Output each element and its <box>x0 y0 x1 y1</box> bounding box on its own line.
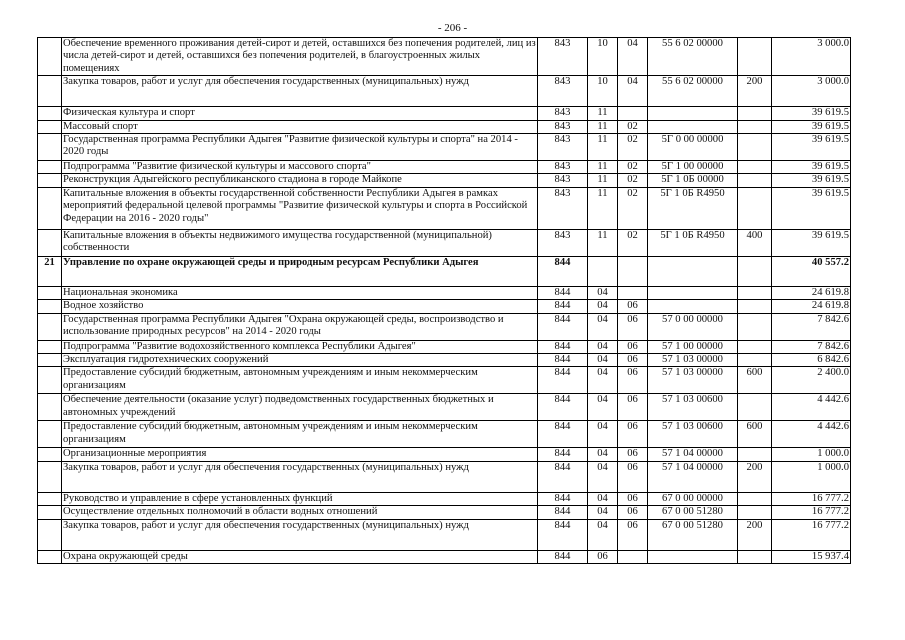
target-article-cell: 57 1 04 00000 <box>648 448 738 461</box>
target-article-cell: 67 0 00 51280 <box>648 519 738 550</box>
row-number-cell <box>38 286 62 299</box>
subsection-code-cell: 06 <box>618 506 648 519</box>
amount-cell: 4 442.6 <box>772 394 851 421</box>
target-article-cell <box>648 256 738 286</box>
table-row <box>38 506 851 519</box>
expense-type-cell <box>738 340 772 353</box>
row-number-cell <box>38 107 62 120</box>
amount-cell: 3 000.0 <box>772 38 851 76</box>
table-row <box>38 340 851 353</box>
section-code-cell: 04 <box>588 519 618 550</box>
ministry-code-cell: 844 <box>538 492 588 505</box>
section-code-cell: 04 <box>588 448 618 461</box>
item-name-cell: Государственная программа Республики Адыгея "Развитие физической культуры и спорта" на 2014 - 2020 годы <box>62 134 538 161</box>
section-code-cell: 04 <box>588 313 618 340</box>
ministry-code-cell: 844 <box>538 340 588 353</box>
table-row <box>38 76 851 107</box>
row-number-cell <box>38 448 62 461</box>
table-row <box>38 550 851 563</box>
ministry-code-cell: 844 <box>538 550 588 563</box>
amount-cell: 6 842.6 <box>772 354 851 367</box>
target-article-cell <box>648 120 738 133</box>
budget-table-body <box>38 38 851 564</box>
expense-type-cell <box>738 506 772 519</box>
item-name-cell: Капитальные вложения в объекты государственной собственности Республики Адыгея в рамках мероприятий федеральной целевой программы "Развитие физической культуры и спорта в Российской Федерации на 2016 - 2020 годы" <box>62 187 538 229</box>
expense-type-cell: 600 <box>738 367 772 394</box>
item-name-cell: Капитальные вложения в объекты недвижимого имущества государственной (муниципальной) собственности <box>62 229 538 256</box>
item-name-cell: Предоставление субсидий бюджетным, автономным учреждениям и иным некоммерческим организациям <box>62 421 538 448</box>
expense-type-cell <box>738 174 772 187</box>
row-number-cell <box>38 354 62 367</box>
item-name-cell: Закупка товаров, работ и услуг для обеспечения государственных (муниципальных) нужд <box>62 461 538 492</box>
row-number-cell <box>38 134 62 161</box>
ministry-code-cell: 843 <box>538 38 588 76</box>
amount-cell: 7 842.6 <box>772 340 851 353</box>
section-code-cell: 04 <box>588 354 618 367</box>
row-number-cell <box>38 76 62 107</box>
ministry-code-cell: 843 <box>538 134 588 161</box>
subsection-code-cell: 06 <box>618 354 648 367</box>
target-article-cell: 57 1 04 00000 <box>648 461 738 492</box>
section-code-cell <box>588 256 618 286</box>
row-number-cell <box>38 187 62 229</box>
target-article-cell: 5Г 1 0Б 00000 <box>648 174 738 187</box>
table-row <box>38 394 851 421</box>
section-code-cell: 11 <box>588 174 618 187</box>
ministry-code-cell: 843 <box>538 187 588 229</box>
amount-cell: 24 619.8 <box>772 300 851 313</box>
section-code-cell: 11 <box>588 134 618 161</box>
item-name-cell: Закупка товаров, работ и услуг для обеспечения государственных (муниципальных) нужд <box>62 519 538 550</box>
amount-cell: 16 777.2 <box>772 519 851 550</box>
table-row <box>38 174 851 187</box>
expense-type-cell: 200 <box>738 519 772 550</box>
item-name-cell: Государственная программа Республики Адыгея "Охрана окружающей среды, воспроизводство и использование природных ресурсов" на 2014 - 2020 годы <box>62 313 538 340</box>
amount-cell: 2 400.0 <box>772 367 851 394</box>
subsection-code-cell: 04 <box>618 38 648 76</box>
target-article-cell: 57 1 03 00600 <box>648 421 738 448</box>
amount-cell: 40 557.2 <box>772 256 851 286</box>
row-number-cell <box>38 519 62 550</box>
target-article-cell: 55 6 02 00000 <box>648 38 738 76</box>
item-name-cell: Управление по охране окружающей среды и природным ресурсам Республики Адыгея <box>62 256 538 286</box>
expense-type-cell <box>738 394 772 421</box>
target-article-cell: 5Г 1 0Б R4950 <box>648 187 738 229</box>
item-name-cell: Подпрограмма "Развитие водохозяйственного комплекса Республики Адыгея" <box>62 340 538 353</box>
item-name-cell: Массовый спорт <box>62 120 538 133</box>
amount-cell: 16 777.2 <box>772 506 851 519</box>
target-article-cell: 57 0 00 00000 <box>648 313 738 340</box>
section-code-cell: 11 <box>588 120 618 133</box>
target-article-cell: 57 1 03 00000 <box>648 367 738 394</box>
subsection-code-cell: 02 <box>618 134 648 161</box>
subsection-code-cell: 02 <box>618 120 648 133</box>
amount-cell: 15 937.4 <box>772 550 851 563</box>
item-name-cell: Водное хозяйство <box>62 300 538 313</box>
table-row <box>38 461 851 492</box>
table-row <box>38 134 851 161</box>
subsection-code-cell: 06 <box>618 340 648 353</box>
expense-type-cell <box>738 256 772 286</box>
amount-cell: 3 000.0 <box>772 76 851 107</box>
subsection-code-cell: 06 <box>618 313 648 340</box>
amount-cell: 16 777.2 <box>772 492 851 505</box>
expense-type-cell: 200 <box>738 461 772 492</box>
item-name-cell: Охрана окружающей среды <box>62 550 538 563</box>
expense-type-cell <box>738 300 772 313</box>
table-row <box>38 161 851 174</box>
section-code-cell: 06 <box>588 550 618 563</box>
target-article-cell: 57 1 03 00000 <box>648 354 738 367</box>
table-row <box>38 187 851 229</box>
section-code-cell: 04 <box>588 367 618 394</box>
section-code-cell: 04 <box>588 506 618 519</box>
target-article-cell: 57 1 00 00000 <box>648 340 738 353</box>
amount-cell: 7 842.6 <box>772 313 851 340</box>
table-row <box>38 120 851 133</box>
expense-type-cell <box>738 492 772 505</box>
row-number-cell <box>38 38 62 76</box>
target-article-cell <box>648 300 738 313</box>
ministry-code-cell: 843 <box>538 161 588 174</box>
ministry-code-cell: 844 <box>538 367 588 394</box>
item-name-cell: Обеспечение временного проживания детей-сирот и детей, оставшихся без попечения родителей, лиц из числа детей-сирот и детей, оставшихся без попечения родителей, в благоустроенных жилых помещениях <box>63 38 536 74</box>
row-number-cell <box>38 313 62 340</box>
section-code-cell: 10 <box>588 38 618 76</box>
subsection-code-cell: 06 <box>618 461 648 492</box>
subsection-code-cell: 06 <box>618 300 648 313</box>
table-row <box>38 354 851 367</box>
ministry-code-cell: 844 <box>538 313 588 340</box>
ministry-code-cell: 844 <box>538 519 588 550</box>
item-name-cell: Физическая культура и спорт <box>62 107 538 120</box>
ministry-code-cell: 843 <box>538 229 588 256</box>
target-article-cell: 5Г 0 00 00000 <box>648 134 738 161</box>
subsection-code-cell: 02 <box>618 229 648 256</box>
table-row <box>38 286 851 299</box>
section-code-cell: 11 <box>588 187 618 229</box>
target-article-cell <box>648 286 738 299</box>
subsection-code-cell <box>618 550 648 563</box>
subsection-code-cell: 06 <box>618 448 648 461</box>
amount-cell: 24 619.8 <box>772 286 851 299</box>
subsection-code-cell <box>618 256 648 286</box>
section-code-cell: 04 <box>588 286 618 299</box>
row-number-cell <box>38 421 62 448</box>
ministry-code-cell: 844 <box>538 286 588 299</box>
section-code-cell: 04 <box>588 340 618 353</box>
ministry-code-cell: 843 <box>538 174 588 187</box>
ministry-code-cell: 844 <box>538 506 588 519</box>
expense-type-cell <box>738 550 772 563</box>
section-code-cell: 04 <box>588 492 618 505</box>
item-name-cell: Осуществление отдельных полномочий в области водных отношений <box>62 506 538 519</box>
amount-cell: 39 619.5 <box>772 187 851 229</box>
section-code-cell: 11 <box>588 229 618 256</box>
subsection-code-cell: 06 <box>618 394 648 421</box>
expense-type-cell <box>738 120 772 133</box>
table-row <box>38 38 851 76</box>
subsection-code-cell: 06 <box>618 421 648 448</box>
amount-cell: 39 619.5 <box>772 107 851 120</box>
target-article-cell: 5Г 1 00 00000 <box>648 161 738 174</box>
table-row <box>38 367 851 394</box>
table-row <box>38 421 851 448</box>
amount-cell: 39 619.5 <box>772 174 851 187</box>
subsection-code-cell: 06 <box>618 367 648 394</box>
item-name-cell: Руководство и управление в сфере установленных функций <box>62 492 538 505</box>
expense-type-cell <box>738 187 772 229</box>
expense-type-cell <box>738 161 772 174</box>
expense-type-cell <box>738 354 772 367</box>
page-number: - 206 - <box>437 22 468 34</box>
ministry-code-cell: 843 <box>538 107 588 120</box>
subsection-code-cell: 06 <box>618 492 648 505</box>
table-row <box>38 107 851 120</box>
ministry-code-cell: 844 <box>538 461 588 492</box>
target-article-cell <box>648 107 738 120</box>
row-number-cell <box>38 394 62 421</box>
expense-type-cell <box>738 313 772 340</box>
table-row <box>38 492 851 505</box>
item-name-cell: Предоставление субсидий бюджетным, автономным учреждениям и иным некоммерческим организациям <box>62 367 538 394</box>
expense-type-cell: 400 <box>738 229 772 256</box>
item-name-cell: Закупка товаров, работ и услуг для обеспечения государственных (муниципальных) нужд <box>62 76 538 107</box>
row-number-cell <box>38 300 62 313</box>
amount-cell: 1 000.0 <box>772 448 851 461</box>
ministry-code-cell: 843 <box>538 76 588 107</box>
row-number-cell: 21 <box>38 256 62 286</box>
ministry-code-cell: 844 <box>538 421 588 448</box>
target-article-cell <box>648 550 738 563</box>
subsection-code-cell <box>618 107 648 120</box>
ministry-code-cell: 844 <box>538 300 588 313</box>
row-number-cell <box>38 229 62 256</box>
section-code-cell: 04 <box>588 461 618 492</box>
ministry-code-cell: 844 <box>538 448 588 461</box>
row-number-cell <box>38 461 62 492</box>
table-row <box>38 313 851 340</box>
table-row <box>38 256 851 286</box>
expense-type-cell <box>738 134 772 161</box>
row-number-cell <box>38 492 62 505</box>
item-name-cell: Организационные мероприятия <box>62 448 538 461</box>
subsection-code-cell <box>618 286 648 299</box>
expense-type-cell <box>738 286 772 299</box>
target-article-cell: 67 0 00 51280 <box>648 506 738 519</box>
row-number-cell <box>38 120 62 133</box>
ministry-code-cell: 843 <box>538 120 588 133</box>
amount-cell: 39 619.5 <box>772 134 851 161</box>
table-row <box>38 300 851 313</box>
ministry-code-cell: 844 <box>538 354 588 367</box>
subsection-code-cell: 02 <box>618 187 648 229</box>
row-number-cell <box>38 161 62 174</box>
target-article-cell: 5Г 1 0Б R4950 <box>648 229 738 256</box>
row-number-cell <box>38 340 62 353</box>
expense-type-cell: 200 <box>738 76 772 107</box>
subsection-code-cell: 02 <box>618 161 648 174</box>
item-name-cell: Подпрограмма "Развитие физической культуры и массового спорта" <box>62 161 538 174</box>
expense-type-cell <box>738 107 772 120</box>
section-code-cell: 10 <box>588 76 618 107</box>
table-row <box>38 519 851 550</box>
section-code-cell: 11 <box>588 107 618 120</box>
ministry-code-cell: 844 <box>538 256 588 286</box>
table-row <box>38 229 851 256</box>
expense-type-cell: 600 <box>738 421 772 448</box>
table-row <box>38 448 851 461</box>
row-number-cell <box>38 550 62 563</box>
amount-cell: 39 619.5 <box>772 229 851 256</box>
target-article-cell: 67 0 00 00000 <box>648 492 738 505</box>
section-code-cell: 11 <box>588 161 618 174</box>
item-name-cell: Обеспечение деятельности (оказание услуг) подведомственных государственных бюджетных и автономных учреждений <box>62 394 538 421</box>
item-name-cell: Национальная экономика <box>62 286 538 299</box>
amount-cell: 1 000.0 <box>772 461 851 492</box>
budget-table <box>37 37 851 564</box>
target-article-cell: 57 1 03 00600 <box>648 394 738 421</box>
expense-type-cell <box>738 38 772 76</box>
target-article-cell: 55 6 02 00000 <box>648 76 738 107</box>
row-number-cell <box>38 506 62 519</box>
subsection-code-cell: 02 <box>618 174 648 187</box>
ministry-code-cell: 844 <box>538 394 588 421</box>
expense-type-cell <box>738 448 772 461</box>
item-name-cell: Реконструкция Адыгейского республиканского стадиона в городе Майкопе <box>62 174 538 187</box>
amount-cell: 39 619.5 <box>772 120 851 133</box>
item-name-cell: Эксплуатация гидротехнических сооружений <box>62 354 538 367</box>
subsection-code-cell: 04 <box>618 76 648 107</box>
section-code-cell: 04 <box>588 300 618 313</box>
amount-cell: 4 442.6 <box>772 421 851 448</box>
amount-cell: 39 619.5 <box>772 161 851 174</box>
row-number-cell <box>38 367 62 394</box>
subsection-code-cell: 06 <box>618 519 648 550</box>
row-number-cell <box>38 174 62 187</box>
section-code-cell: 04 <box>588 394 618 421</box>
section-code-cell: 04 <box>588 421 618 448</box>
